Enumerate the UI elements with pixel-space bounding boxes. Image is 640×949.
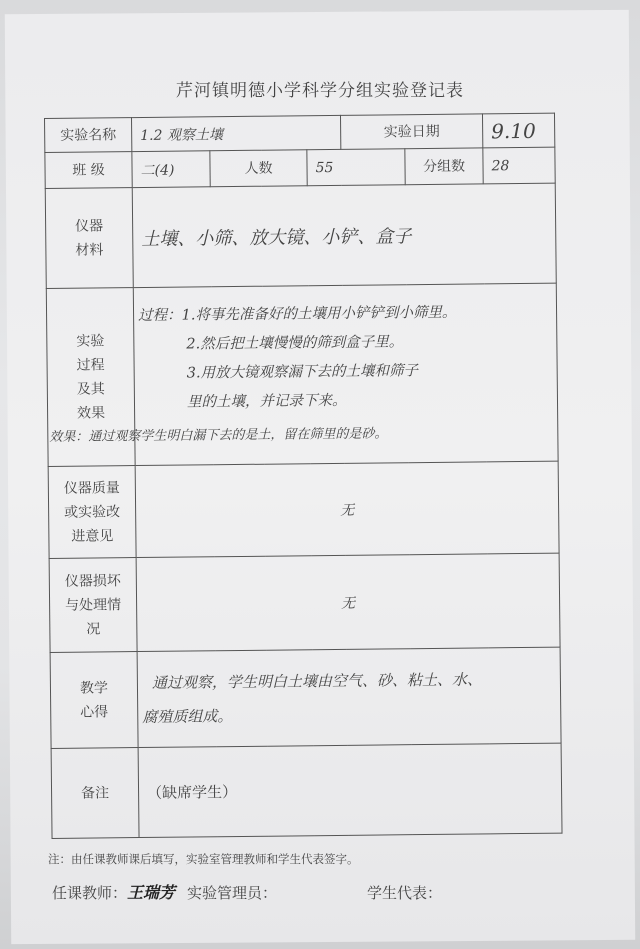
signature-line — [52, 880, 612, 903]
groups-value: 28 — [483, 147, 555, 184]
admin-label: 实验管理员： — [187, 884, 278, 902]
process-line-3: 3.用放大镜观察漏下去的土壤和筛子 — [186, 363, 419, 382]
row-quality — [48, 461, 559, 558]
class-value: 二(4) — [132, 151, 210, 188]
quality-label: 仪器质量或实验改进意见 — [48, 466, 136, 559]
row-teaching — [50, 647, 561, 748]
process-line-4: 里的土壤，并记录下来。 — [186, 392, 347, 411]
class-label: 班 级 — [45, 152, 132, 189]
teacher-label: 任课教师： — [52, 884, 128, 902]
registration-table — [44, 113, 563, 839]
materials-label: 仪器材料 — [45, 188, 133, 289]
damage-value: 无 — [136, 553, 560, 651]
row-materials — [45, 183, 556, 288]
damage-label: 仪器损坏与处理情况 — [49, 558, 137, 653]
date-value: 9.10 — [483, 113, 555, 148]
name-value: 1.2 观察土壤 — [132, 115, 341, 151]
count-value: 55 — [307, 149, 405, 186]
date-label: 实验日期 — [341, 114, 483, 149]
materials-value: 土壤、小筛、放大镜、小铲、盒子 — [132, 183, 556, 287]
remarks-label: 备注 — [51, 748, 139, 839]
form-title: 芹河镇明德小学科学分组实验登记表 — [176, 81, 464, 101]
student-label: 学生代表： — [367, 884, 443, 902]
count-label: 人数 — [210, 150, 307, 187]
teaching-value — [137, 647, 561, 747]
row-class — [45, 147, 555, 188]
footnote: 注：由任课教师课后填写，实验室管理教师和学生代表签字。 — [48, 852, 359, 866]
teaching-line-2: 腐殖质组成。 — [142, 706, 233, 726]
process-effect: 效果：通过观察学生明白漏下去的是土，留在筛里的是砂。 — [49, 426, 388, 445]
groups-label: 分组数 — [405, 148, 483, 185]
quality-value: 无 — [135, 461, 559, 557]
process-line-2: 2.然后把土壤慢慢的筛到盒子里。 — [186, 334, 404, 353]
process-label: 实验过程及其效果 — [46, 288, 135, 467]
teacher-signature: 王瑞芳 — [127, 883, 176, 902]
row-remarks — [51, 743, 562, 838]
teaching-line-1: 通过观察，学生明白土壤由空气、砂、粘土、水、 — [151, 669, 483, 692]
process-line-1: 过程：1.将事先准备好的土壤用小铲铲到小筛里。 — [137, 304, 457, 325]
row-process — [46, 283, 558, 466]
remarks-value: （缺席学生） — [138, 743, 562, 837]
row-damage — [49, 553, 560, 652]
teaching-label: 教学心得 — [50, 652, 138, 749]
row-experiment-name — [45, 113, 555, 152]
name-label: 实验名称 — [45, 118, 132, 153]
